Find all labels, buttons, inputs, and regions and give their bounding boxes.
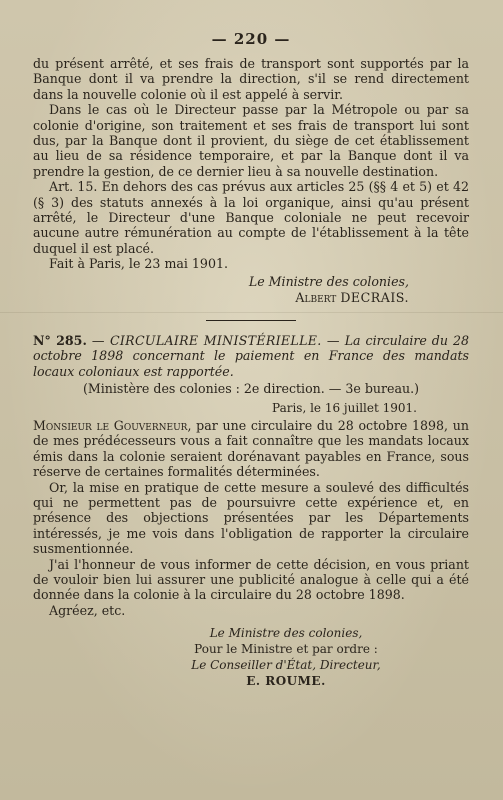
page-number: — 220 — — [211, 30, 291, 48]
signature-last-name: DECRAIS. — [340, 289, 409, 305]
circulaire-signature — [33, 625, 469, 689]
letter-body-1-text: par une circulaire du 28 octobre 1898, un de mes prédécesseurs vous a fait connaître que les mandats locaux émis dans la colonie seraient dorénavant payables en France, sous réserve de certaines formalités déterminées. — [33, 417, 469, 480]
letter-date: Paris, le 16 juillet 1901. — [272, 400, 417, 415]
arrete-signature — [33, 274, 469, 306]
arrete-signature-name — [33, 290, 409, 306]
signature-first-name: Albert — [295, 289, 337, 305]
letter-body-3: J'ai l'honneur de vous informer de cette décision, en vous priant de vouloir bien lui assurer une publicité analogue à celle qui a été donnée dans la colonie à la circulaire du 28 octobre 1898. — [33, 556, 469, 603]
letter-body-1 — [33, 418, 469, 480]
paper-crease — [0, 312, 503, 313]
arrete-article-15: Art. 15. En dehors des cas prévus aux articles 25 (§§ 4 et 5) et 42 (§ 3) des statuts annexés à la loi organique, ainsi qu'au présent arrêté, le Directeur d'une Banque coloniale ne peut recevoir aucune autre rémunération au compte de l'établissement à la tête duquel il est placé. — [33, 179, 469, 256]
salutation-text: Monsieur le Gouverneur, — [33, 417, 192, 433]
arrete-place-date: Fait à Paris, le 23 mai 1901. — [49, 256, 228, 272]
circulaire-description: La circulaire du 28 octobre 1898 concernant le paiement en France des mandats locaux coloniaux est rapportée. — [33, 332, 469, 379]
arrete-signature-title: Le Ministre des colonies, — [248, 273, 409, 289]
circulaire-sig-role: Le Conseiller d'État, Directeur, — [191, 657, 381, 672]
circulaire-heading — [33, 333, 469, 380]
circulaire-sig-delegation: Pour le Ministre et par ordre : — [194, 641, 378, 656]
circulaire-title: — CIRCULAIRE MINISTÉRIELLE. — — [91, 332, 340, 348]
letter-closing: Agréez, etc. — [49, 602, 126, 618]
circulaire-sig-name: E. ROUME. — [246, 673, 326, 688]
letter-salutation — [33, 418, 191, 433]
circulaire-sig-title: Le Ministre des colonies, — [209, 625, 363, 640]
ministry-reference: (Ministère des colonies : 2e direction. — 3e bureau.) — [82, 381, 420, 397]
section-divider — [206, 320, 296, 321]
arrete-paragraph-1: du présent arrêté, et ses frais de transport sont supportés par la Banque dont il va prendre la direction, s'il se rend directement dans la nouvelle colonie où il est appelé à servir. — [33, 56, 469, 102]
circulaire-number: N° 285. — [33, 332, 87, 348]
letter-body-2: Or, la mise en pratique de cette mesure a soulevé des difficultés qui ne permettent pas de poursuivre cette expérience et, en présence des objections présentées par les Départements intéressés, je me vois dans l'obligation de rapporter la circulaire susmentionnée. — [33, 479, 469, 557]
arrete-paragraph-2: Dans le cas où le Directeur passe par la Métropole ou par sa colonie d'origine, son traitement et ses frais de transport lui sont dus, par la Banque dont il provient, du siège de cet établissement au lieu de sa résidence temporaire, et par la Banque dont il va prendre la gestion, de ce dernier lieu à sa nouvelle destination. — [33, 102, 469, 179]
